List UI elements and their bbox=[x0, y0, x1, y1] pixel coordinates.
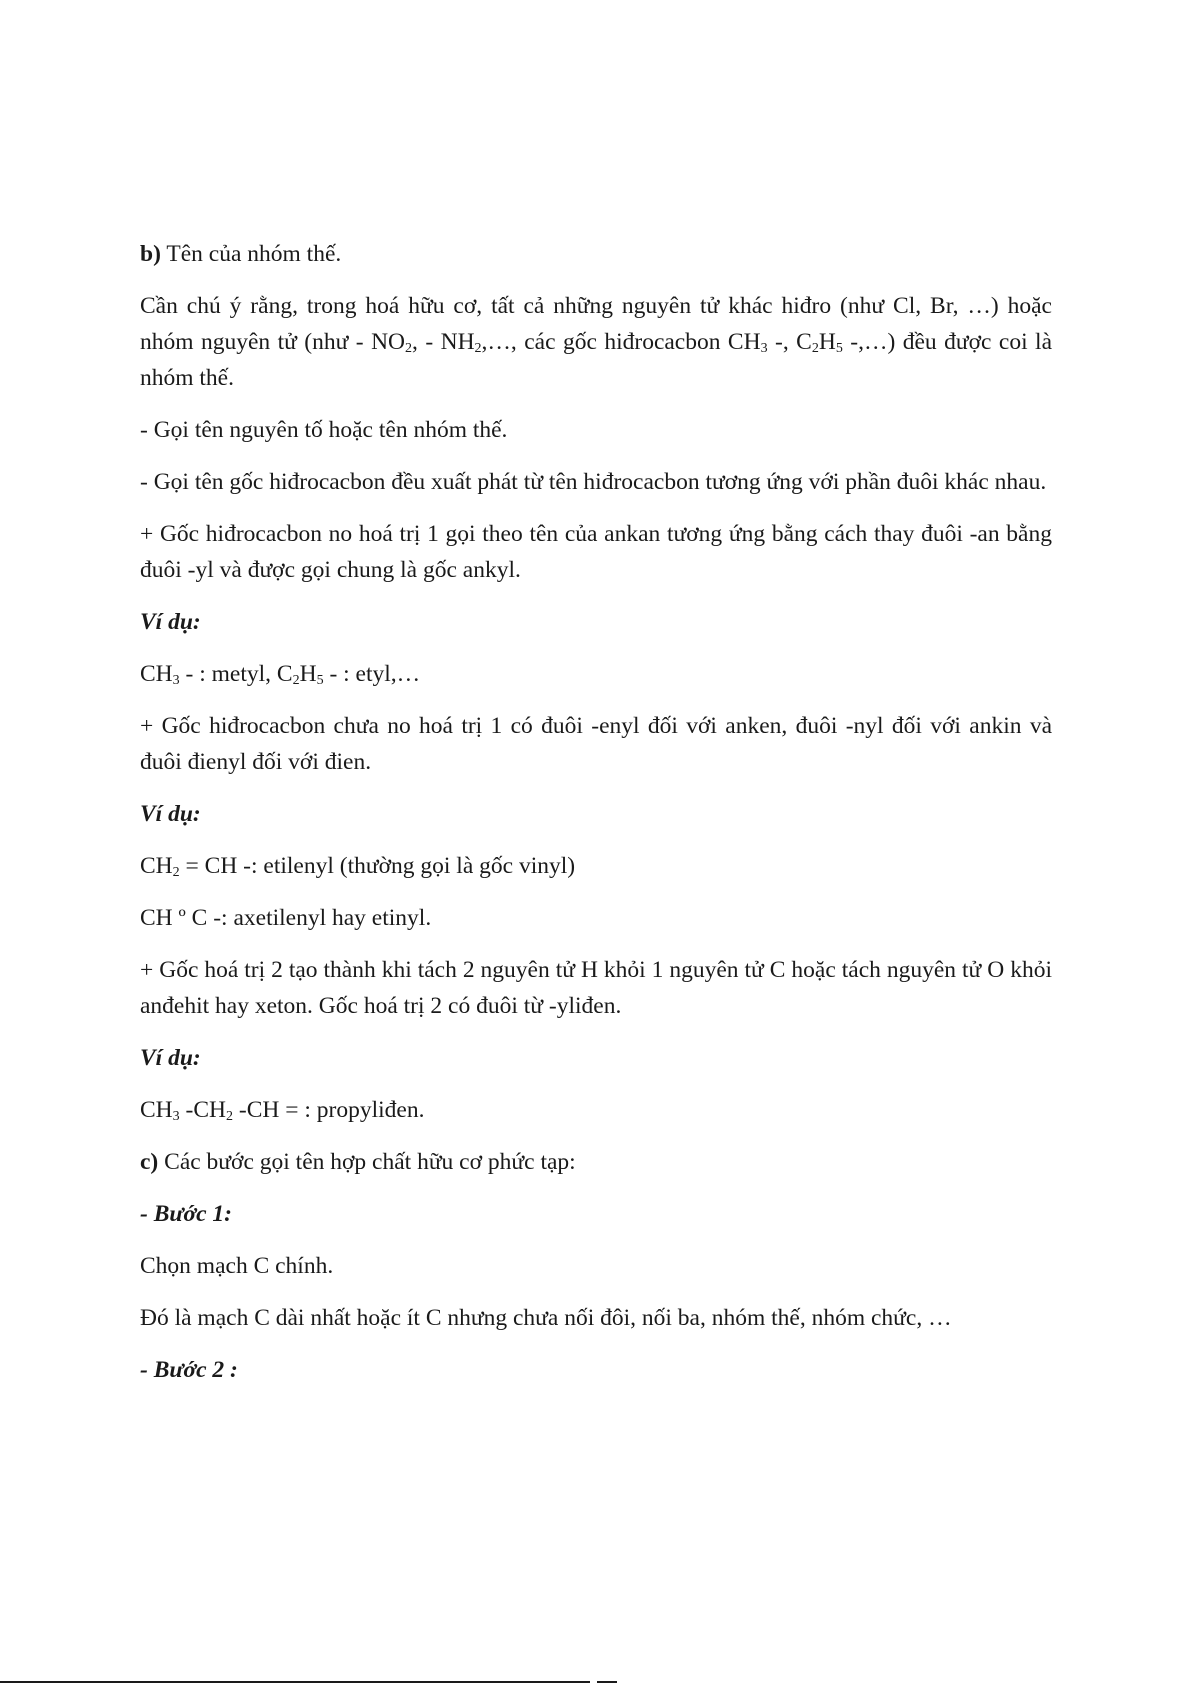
section-b-heading bbox=[140, 236, 1052, 272]
section-c-label: c) bbox=[140, 1149, 159, 1175]
example-alkyl: $CH_3$ - : metyl, $C_2H_5$ - : etyl,… bbox=[140, 661, 421, 688]
example-label: Ví dụ: bbox=[140, 1045, 201, 1071]
document-body bbox=[140, 236, 1052, 1404]
example-propylidene: $CH_3$ $-CH_2$ -CH = : propyliđen. bbox=[140, 1097, 425, 1124]
example-ethynyl: CH º C -: axetilenyl hay etinyl. bbox=[140, 905, 432, 931]
section-c-heading bbox=[140, 1144, 1052, 1180]
rule-element-name: - Gọi tên nguyên tố hoặc tên nhóm thế. bbox=[140, 417, 508, 443]
footer-divider bbox=[0, 1681, 590, 1683]
example-vinyl: $CH_2$ = CH -: etilenyl (thường gọi là gốc vinyl) bbox=[140, 853, 576, 880]
step2-label: - Bước 2 : bbox=[140, 1357, 238, 1383]
example-label: Ví dụ: bbox=[140, 801, 201, 827]
step1-label: - Bước 1: bbox=[140, 1201, 232, 1227]
substituent-intro-paragraph: Cần chú ý rằng, trong hoá hữu cơ, tất cả những nguyên tử khác hiđro (như Cl, Br, …) hoặc nhóm nguyên tử (như - $NO_2$, - $NH_2,\dots$, các gốc hiđrocacbon $CH_3$ -, $C_2H_5$ -,…) đều được coi là nhóm thế. bbox=[140, 293, 1052, 391]
rule-unsaturated-radical: + Gốc hiđrocacbon chưa no hoá trị 1 có đuôi -enyl đối với anken, đuôi -nyl đối với ankin và đuôi đienyl đối với đien. bbox=[140, 713, 1052, 775]
section-b-title: Tên của nhóm thế. bbox=[166, 241, 342, 267]
section-c-title: Các bước gọi tên hợp chất hữu cơ phức tạp: bbox=[164, 1149, 576, 1175]
step1-line2: Đó là mạch C dài nhất hoặc ít C nhưng chưa nối đôi, nối ba, nhóm thế, nhóm chức, … bbox=[140, 1305, 952, 1331]
step1-line1: Chọn mạch C chính. bbox=[140, 1253, 334, 1279]
footer-divider-mark bbox=[597, 1681, 617, 1683]
rule-hydrocarbon-radical: - Gọi tên gốc hiđrocacbon đều xuất phát từ tên hiđrocacbon tương ứng với phần đuôi khác nhau. bbox=[140, 469, 1047, 495]
rule-alkyl-radical: + Gốc hiđrocacbon no hoá trị 1 gọi theo tên của ankan tương ứng bằng cách thay đuôi -an bằng đuôi -yl và được gọi chung là gốc ankyl. bbox=[140, 521, 1052, 583]
section-b-label: b) bbox=[140, 241, 161, 267]
rule-divalent-radical: + Gốc hoá trị 2 tạo thành khi tách 2 nguyên tử H khỏi 1 nguyên tử C hoặc tách nguyên tử O khỏi anđehit hay xeton. Gốc hoá trị 2 có đuôi từ -yliđen. bbox=[140, 957, 1052, 1019]
example-label: Ví dụ: bbox=[140, 609, 201, 635]
